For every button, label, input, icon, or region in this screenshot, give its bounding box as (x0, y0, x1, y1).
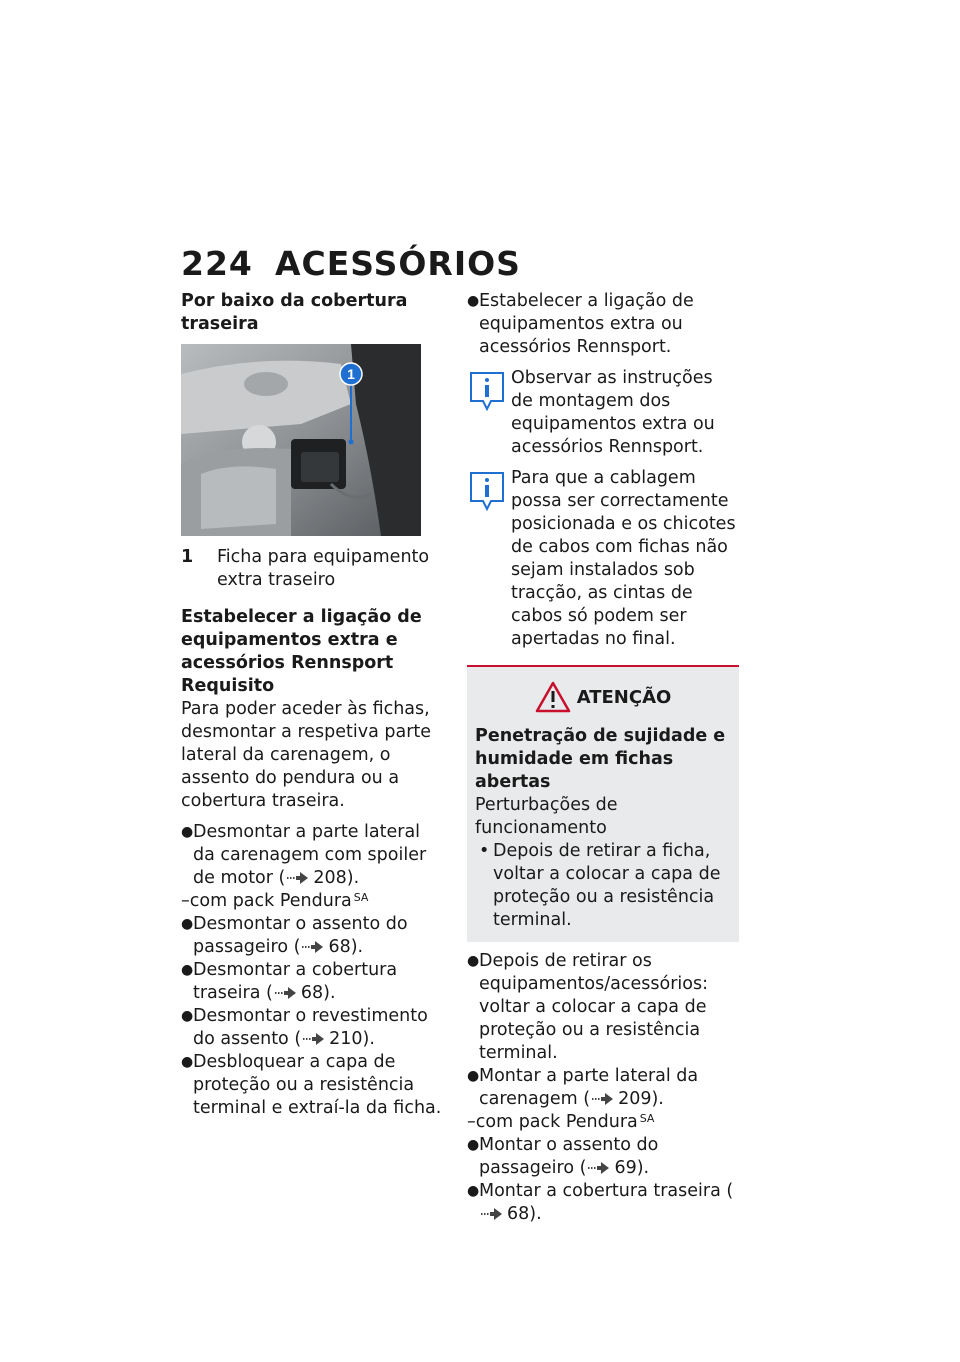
figure-title: Por baixo da cobertura traseira (181, 291, 408, 334)
page-reference-arrow-icon (287, 871, 309, 885)
page-reference[interactable]: 68). (300, 983, 336, 1003)
section-title: ACESSÓRIOS (275, 244, 521, 283)
list-item: ● Depois de retirar os equipamentos/acessórios: voltar a colocar a capa de proteção ou a resistência terminal. (467, 951, 708, 1063)
page-reference[interactable]: 208). (313, 868, 360, 888)
page-reference-arrow-icon (481, 1207, 503, 1221)
warning-title: ATENÇÃO (475, 681, 731, 713)
condition-note: –com pack Pendura $^{SA}$ (467, 1112, 655, 1132)
info-note: Observar as instruções de montagem dos equipamentos extra ou acessórios Rennsport. (467, 367, 739, 459)
requisite-heading: Requisito (181, 676, 275, 696)
list-item: ● Desmontar o revestimento do assento ( 210). (181, 1006, 428, 1049)
section-heading: Estabelecer a ligação de equipamentos extra e acessórios Rennsport (181, 607, 422, 673)
warning-bullet: • Depois de retirar a ficha, voltar a colocar a capa de proteção ou a resistência terminal. (479, 841, 721, 930)
list-item: ● Montar o assento do passageiro ( 69). (467, 1135, 659, 1178)
list-item: ● Desmontar a cobertura traseira ( 68). (181, 960, 398, 1003)
motorcycle-connector-figure (181, 344, 421, 536)
list-item: ● Desmontar a parte lateral da carenagem com spoiler de motor ( 208). (181, 822, 427, 888)
warning-heading: Penetração de sujidade e humidade em fichas abertas (475, 726, 726, 792)
info-icon (467, 469, 507, 513)
right-column (467, 290, 739, 1226)
page-reference[interactable]: 68). (507, 1204, 542, 1224)
page-reference-arrow-icon (275, 986, 297, 1000)
page-reference-arrow-icon (302, 940, 324, 954)
warning-icon (535, 681, 571, 713)
page-reference-arrow-icon (592, 1092, 614, 1106)
left-column (181, 290, 446, 1120)
list-item: ● Desbloquear a capa de proteção ou a resistência terminal e extraí-la da ficha. (181, 1052, 442, 1118)
legend-key: 1 (181, 547, 194, 567)
list-item: ● Montar a parte lateral da carenagem ( 209). (467, 1066, 699, 1109)
list-item: ● Desmontar o assento do passageiro ( 68). (181, 914, 408, 957)
figure-legend (181, 546, 446, 592)
condition-note: –com pack Pendura $^{SA}$ (181, 891, 369, 911)
page-reference[interactable]: 210). (329, 1029, 375, 1049)
page-number: 224 (181, 244, 253, 283)
list-item: ● Montar a cobertura traseira (68). (467, 1181, 734, 1224)
page-reference[interactable]: 69). (614, 1158, 650, 1178)
warning-box (467, 665, 739, 942)
info-icon (467, 369, 507, 413)
info-note: Para que a cablagem possa ser correctamente posicionada e os chicotes de cabos com fichas não sejam instalados sob tracção, as cintas de cabos só podem ser apertadas no final. (467, 467, 739, 651)
requisite-text: Para poder aceder às fichas, desmontar a respetiva parte lateral da carenagem, o assento do pendura ou a cobertura traseira. (181, 699, 432, 811)
page-reference[interactable]: 68). (328, 937, 364, 957)
page-reference[interactable]: 209). (618, 1089, 664, 1109)
warning-body: Perturbações de funcionamento (475, 795, 618, 838)
page-reference-arrow-icon (588, 1161, 610, 1175)
list-item: ● Estabelecer a ligação de equipamentos extra ou acessórios Rennsport. (467, 291, 694, 357)
legend-value: Ficha para equipamento extra traseiro (217, 547, 430, 590)
page-header (181, 244, 521, 283)
page-reference-arrow-icon (303, 1032, 325, 1046)
figure-callout: 1 (347, 366, 355, 382)
